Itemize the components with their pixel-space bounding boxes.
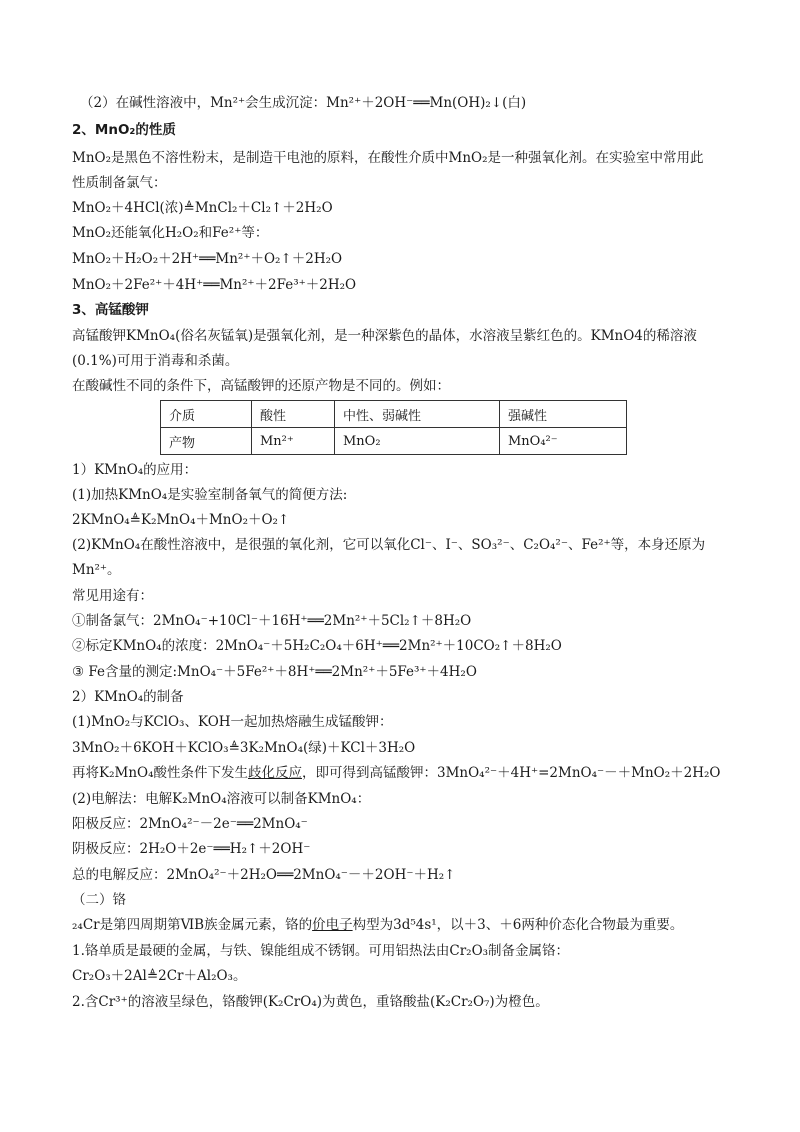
line-mno2-desc-2: 性质制备氯气： xyxy=(72,175,167,191)
equation-chlorine: MnO₂＋4HCl(浓)≜MnCl₂＋Cl₂↑＋2H₂O xyxy=(72,200,333,216)
line-mno2-oxidize: MnO₂还能氧化H₂O₂和Fe²⁺等： xyxy=(72,225,269,241)
line-cr-2: 2.含Cr³⁺的溶液呈绿色，铬酸钾(K₂CrO₄)为黄色，重铬酸盐(K₂Cr₂O₇)为橙色。 xyxy=(72,994,549,1010)
line-prep-1: (1)MnO₂与KClO₃、KOH一起加热熔融生成锰酸钾： xyxy=(72,714,393,730)
table-row xyxy=(161,428,627,455)
underlined-term: 价电子 xyxy=(312,917,353,933)
table-cell: 酸性 xyxy=(252,401,335,428)
text-span: 构型为3d⁵4s¹，以＋3、＋6两种价态化合物最为重要。 xyxy=(352,917,684,933)
line-cr-intro xyxy=(72,916,683,934)
underlined-term: 歧化反应 xyxy=(248,765,302,781)
equation-cathode: 阴极反应：2H₂O＋2e⁻══H₂↑＋2OH⁻ xyxy=(72,841,311,857)
equation-o2: 2KMnO₄≜K₂MnO₄＋MnO₂＋O₂↑ xyxy=(72,512,290,528)
text-span: ，即可得到高锰酸钾：3MnO₄²⁻＋4H⁺=2MnO₄⁻－＋MnO₂＋2H₂O xyxy=(302,765,721,781)
line-kmno4-desc-2: (0.1%)可用于消毒和杀菌。 xyxy=(72,353,239,369)
table-cell: 中性、弱碱性 xyxy=(335,401,500,428)
table-cell: Mn²⁺ xyxy=(252,428,335,455)
line-kmno4-desc: 高锰酸钾KMnO₄(俗名灰锰氧)是强氧化剂，是一种深紫色的晶体，水溶液呈紫红色的。KMnO4的稀溶液 xyxy=(72,328,697,344)
text-span: ₂₄Cr是第四周期第ⅥB族金属元素，铬的 xyxy=(72,917,313,933)
equation-fe2: MnO₂＋2Fe²⁺＋4H⁺══Mn²⁺＋2Fe³⁺＋2H₂O xyxy=(72,277,357,293)
line-oxidant: (2)KMnO₄在酸性溶液中，是很强的氧化剂，它可以氧化Cl⁻、I⁻、SO₃²⁻、C₂O₄²⁻、Fe²⁺等，本身还原为 xyxy=(72,537,706,553)
line-oxidant-2: Mn²⁺。 xyxy=(72,562,121,578)
equation-k2mno4: 3MnO₂＋6KOH＋KClO₃≜3K₂MnO₄(绿)＋KCl＋3H₂O xyxy=(72,740,416,756)
table-cell: MnO₄²⁻ xyxy=(500,428,627,455)
line-electrolysis: (2)电解法：电解K₂MnO₄溶液可以制备KMnO₄： xyxy=(72,791,371,807)
table-cell: 产物 xyxy=(161,428,252,455)
line-kmno4-prep: 2）KMnO₄的制备 xyxy=(72,689,184,705)
heading-mno2: 2、MnO₂的性质 xyxy=(72,122,176,138)
table-cell: 介质 xyxy=(161,401,252,428)
line-kmno4-use: 1）KMnO₄的应用： xyxy=(72,462,198,478)
equation-h2o2: MnO₂＋H₂O₂＋2H⁺══Mn²⁺＋O₂↑＋2H₂O xyxy=(72,251,343,267)
table-cell: 强碱性 xyxy=(500,401,627,428)
equation-use-1: ①制备氯气：2MnO₄⁻+10Cl⁻＋16H⁺══2Mn²⁺＋5Cl₂↑＋8H₂O xyxy=(72,613,472,629)
equation-total: 总的电解反应：2MnO₄²⁻＋2H₂O══2MnO₄⁻－＋2OH⁻＋H₂↑ xyxy=(72,867,456,883)
line-alkaline: （2）在碱性溶液中，Mn²⁺会生成沉淀：Mn²⁺＋2OH⁻══Mn(OH)₂↓(白) xyxy=(80,95,527,111)
text-span: 再将K₂MnO₄酸性条件下发生 xyxy=(72,765,248,781)
equation-use-2: ②标定KMnO₄的浓度：2MnO₄⁻＋5H₂C₂O₄＋6H⁺══2Mn²⁺＋10CO₂↑＋8H₂O xyxy=(72,638,562,654)
table-row xyxy=(161,401,627,428)
heading-chromium: （二）铬 xyxy=(72,892,126,908)
equation-anode: 阳极反应：2MnO₄²⁻－2e⁻══2MnO₄⁻ xyxy=(72,816,308,832)
line-reduction-products: 在酸碱性不同的条件下，高锰酸钾的还原产物是不同的。例如： xyxy=(72,378,450,394)
line-mno2-desc: MnO₂是黑色不溶性粉末，是制造干电池的原料，在酸性介质中MnO₂是一种强氧化剂。在实验室中常用此 xyxy=(72,150,704,166)
line-cr-1: 1.铬单质是最硬的金属，与铁、镍能组成不锈钢。可用铝热法由Cr₂O₃制备金属铬： xyxy=(72,943,570,959)
table-cell: MnO₂ xyxy=(335,428,500,455)
line-common-uses: 常见用途有： xyxy=(72,588,153,604)
heading-kmno4: 3、高锰酸钾 xyxy=(72,302,149,318)
line-disproportionation xyxy=(72,764,720,782)
line-heating: (1)加热KMnO₄是实验室制备氧气的简便方法: xyxy=(72,487,348,503)
equation-thermite: Cr₂O₃＋2Al≜2Cr＋Al₂O₃。 xyxy=(72,968,247,984)
equation-use-3: ③ Fe含量的测定:MnO₄⁻＋5Fe²⁺＋8H⁺══2Mn²⁺＋5Fe³⁺＋4H₂O xyxy=(72,664,477,680)
reduction-products-table xyxy=(160,400,627,455)
